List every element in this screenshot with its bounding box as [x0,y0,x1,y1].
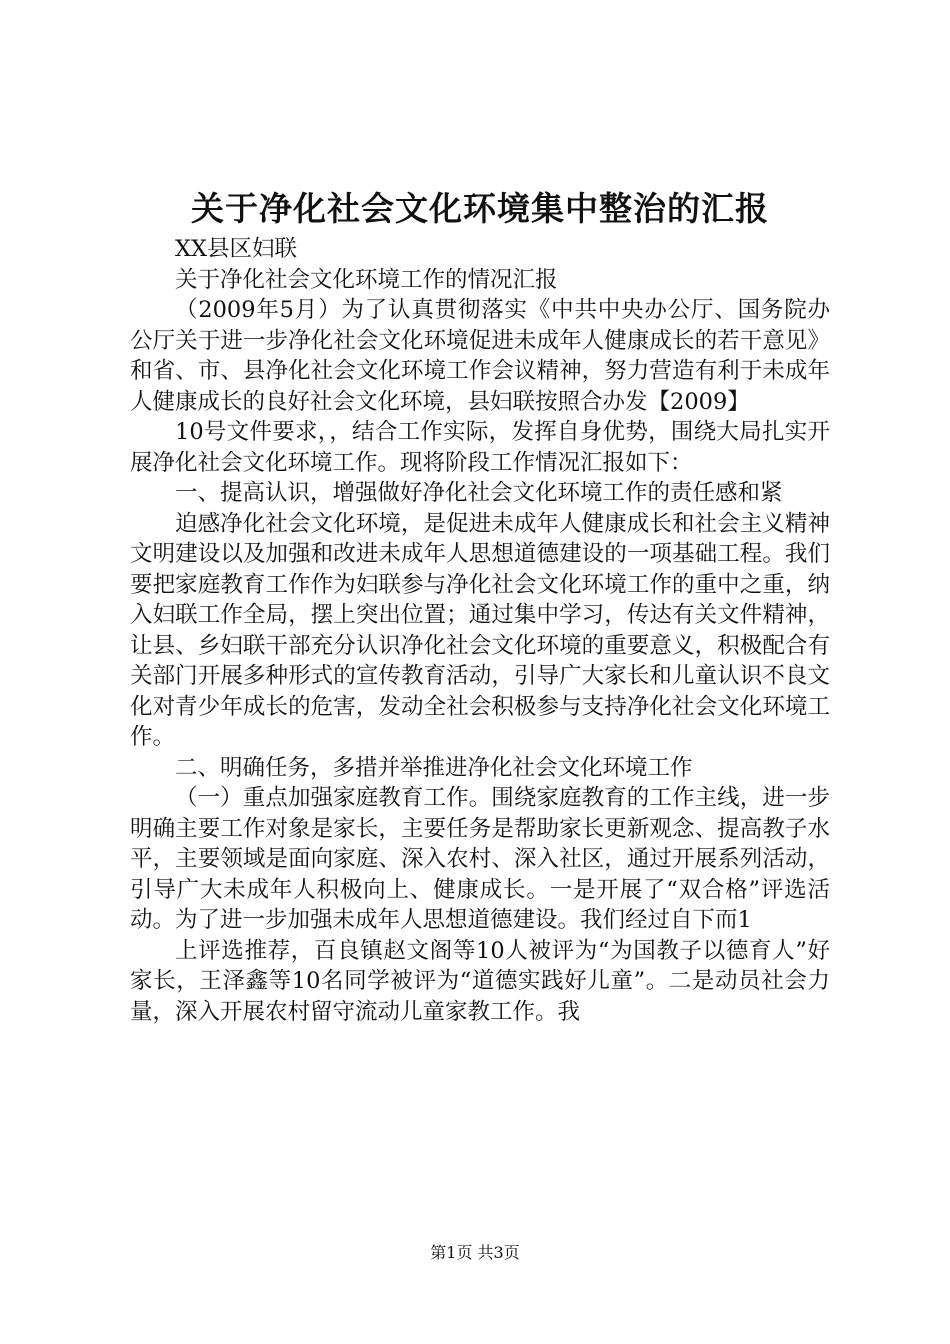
document-page [130,186,830,1027]
document-title: 关于净化社会文化环境集中整治的汇报 [191,189,769,228]
paragraph-requirements: 10号文件要求，，结合工作实际，发挥自身优势，围绕大局扎实开展净化社会文化环境工作。现将阶段工作情况汇报如下： [130,419,830,476]
section-heading-1: 一、提高认识，增强做好净化社会文化环境工作的责任感和紧 [175,480,783,506]
paragraph-intro: （2009年5月）为了认真贯彻落实《中共中央办公厅、国务院办公厅关于进一步净化社会文化环境促进未成年人健康成长的若干意见》和省、市、县净化社会文化环境工作会议精神，努力营造有利于未成年人健康成长的良好社会文化环境，县妇联按照合办发【2009】 [130,297,830,415]
section-heading-2: 二、明确任务，多措并举推进净化社会文化环境工作 [175,754,693,781]
page-footer: 第1页 共3页 [430,1243,520,1262]
document-subtitle: 关于净化社会文化环境工作的情况汇报 [175,266,558,293]
document-author: XX县区妇联 [175,236,298,262]
paragraph-selection: 上评选推荐，百良镇赵文阁等10人被评为“为国教子以德育人”好家长，王泽鑫等10名同学被评为“道德实践好儿童”。二是动员社会力量，深入开展农村留守流动儿童家教工作。我 [130,937,830,1025]
paragraph-awareness: 迫感净化社会文化环境，是促进未成年人健康成长和社会主义精神文明建设以及加强和改进未成年人思想道德建设的一项基础工程。我们要把家庭教育工作作为妇联参与净化社会文化环境工作的重中之重，纳入妇联工作全局，摆上突出位置；通过集中学习，传达有关文件精神，让县、乡妇联干部充分认识净化社会文化环境的重要意义，积极配合有关部门开展多种形式的宣传教育活动，引导广大家长和儿童认识不良文化对青少年成长的危害，发动全社会积极参与支持净化社会文化环境工作。 [130,510,830,750]
paragraph-family-education: （一）重点加强家庭教育工作。围绕家庭教育的工作主线，进一步明确主要工作对象是家长，主要任务是帮助家长更新观念、提高教子水平，主要领域是面向家庭、深入农村、深入社区，通过开展系列活动，引导广大未成年人积极向上、健康成长。一是开展了“双合格”评选活动。为了进一步加强未成年人思想道德建设。我们经过自下而1 [130,785,830,933]
